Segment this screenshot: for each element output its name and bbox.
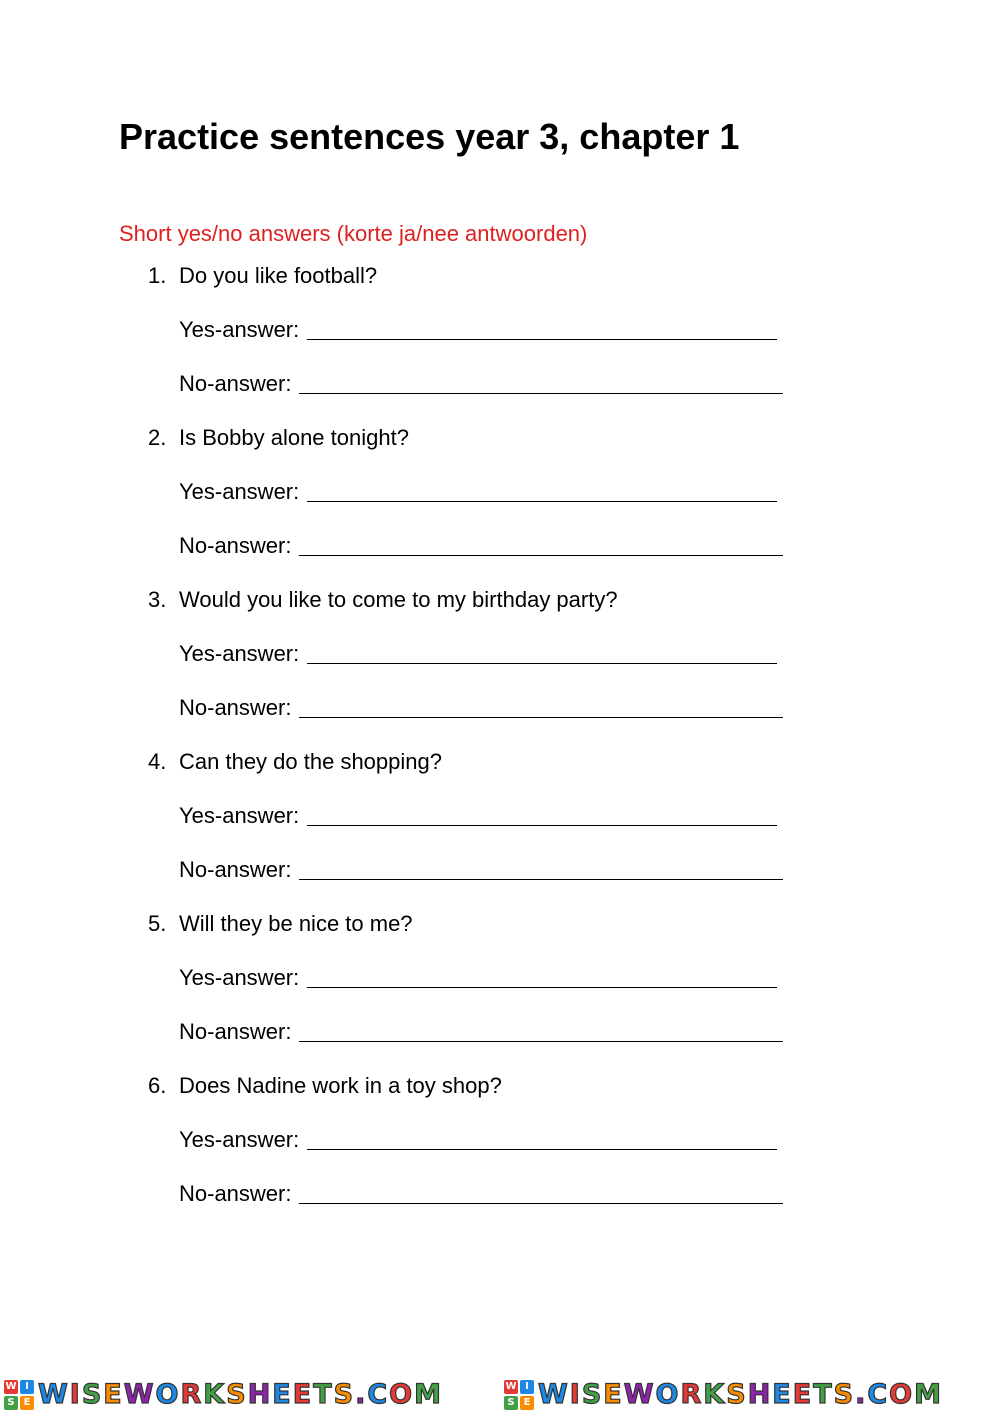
question-item [0,263,1000,425]
question-text: Would you like to come to my birthday party? [179,587,618,612]
question-line [148,587,618,613]
logo-letter: E [520,1396,534,1410]
question-text: Is Bobby alone tonight? [179,425,409,450]
no-answer-label: No-answer: [179,1181,292,1206]
no-answer-blank[interactable] [299,1183,783,1204]
question-number: 2. [148,425,167,450]
question-item [0,911,1000,1073]
question-line [148,1073,502,1099]
question-line [148,749,442,775]
question-item [0,587,1000,749]
page-title: Practice sentences year 3, chapter 1 [119,116,740,157]
question-item [0,749,1000,911]
question-item [0,425,1000,587]
yes-answer-blank[interactable] [307,481,777,502]
wise-logo-icon [4,1380,34,1410]
logo-letter: S [504,1396,518,1410]
no-answer-blank[interactable] [299,535,783,556]
yes-answer-blank[interactable] [307,1129,777,1150]
yes-answer-label: Yes-answer: [179,641,300,666]
yes-answer-label: Yes-answer: [179,1127,300,1152]
question-text: Will they be nice to me? [179,911,413,936]
no-answer-label: No-answer: [179,533,292,558]
no-answer-row [179,695,783,721]
no-answer-blank[interactable] [299,373,783,394]
question-item [0,1073,1000,1235]
logo-letter: W [505,1381,517,1392]
question-number: 5. [148,911,167,936]
watermark [0,1380,500,1410]
question-number: 3. [148,587,167,612]
no-answer-row [179,533,783,559]
yes-answer-blank[interactable] [307,967,777,988]
logo-letter: E [20,1396,34,1410]
yes-answer-label: Yes-answer: [179,479,300,504]
question-text: Do you like football? [179,263,378,288]
logo-letter: W [5,1381,17,1392]
question-text: Can they do the shopping? [179,749,442,774]
yes-answer-label: Yes-answer: [179,317,300,342]
no-answer-label: No-answer: [179,1019,292,1044]
no-answer-row [179,857,783,883]
no-answer-blank[interactable] [299,859,783,880]
question-number: 4. [148,749,167,774]
question-line [148,911,413,937]
no-answer-row [179,371,783,397]
question-text: Does Nadine work in a toy shop? [179,1073,502,1098]
yes-answer-blank[interactable] [307,319,777,340]
yes-answer-row [179,641,777,667]
section-heading: Short yes/no answers (korte ja/nee antwoorden) [119,221,588,246]
question-number: 6. [148,1073,167,1098]
no-answer-label: No-answer: [179,857,292,882]
yes-answer-blank[interactable] [307,805,777,826]
no-answer-blank[interactable] [299,697,783,718]
yes-answer-row [179,965,777,991]
logo-letter: S [4,1396,18,1410]
watermark-text: WISEWORKSHEETS.COM [538,1379,943,1410]
logo-letter: I [520,1380,534,1394]
yes-answer-label: Yes-answer: [179,965,300,990]
yes-answer-label: Yes-answer: [179,803,300,828]
wise-logo-icon [504,1380,534,1410]
no-answer-blank[interactable] [299,1021,783,1042]
watermark-text: WISEWORKSHEETS.COM [38,1379,443,1410]
logo-letter: I [20,1380,34,1394]
yes-answer-row [179,803,777,829]
yes-answer-blank[interactable] [307,643,777,664]
watermark [500,1380,1000,1410]
watermark-footer [0,1376,1000,1413]
no-answer-label: No-answer: [179,371,292,396]
yes-answer-row [179,1127,777,1153]
question-number: 1. [148,263,167,288]
no-answer-label: No-answer: [179,695,292,720]
question-line [148,425,409,451]
question-line [148,263,377,289]
yes-answer-row [179,317,777,343]
yes-answer-row [179,479,777,505]
no-answer-row [179,1019,783,1045]
no-answer-row [179,1181,783,1207]
